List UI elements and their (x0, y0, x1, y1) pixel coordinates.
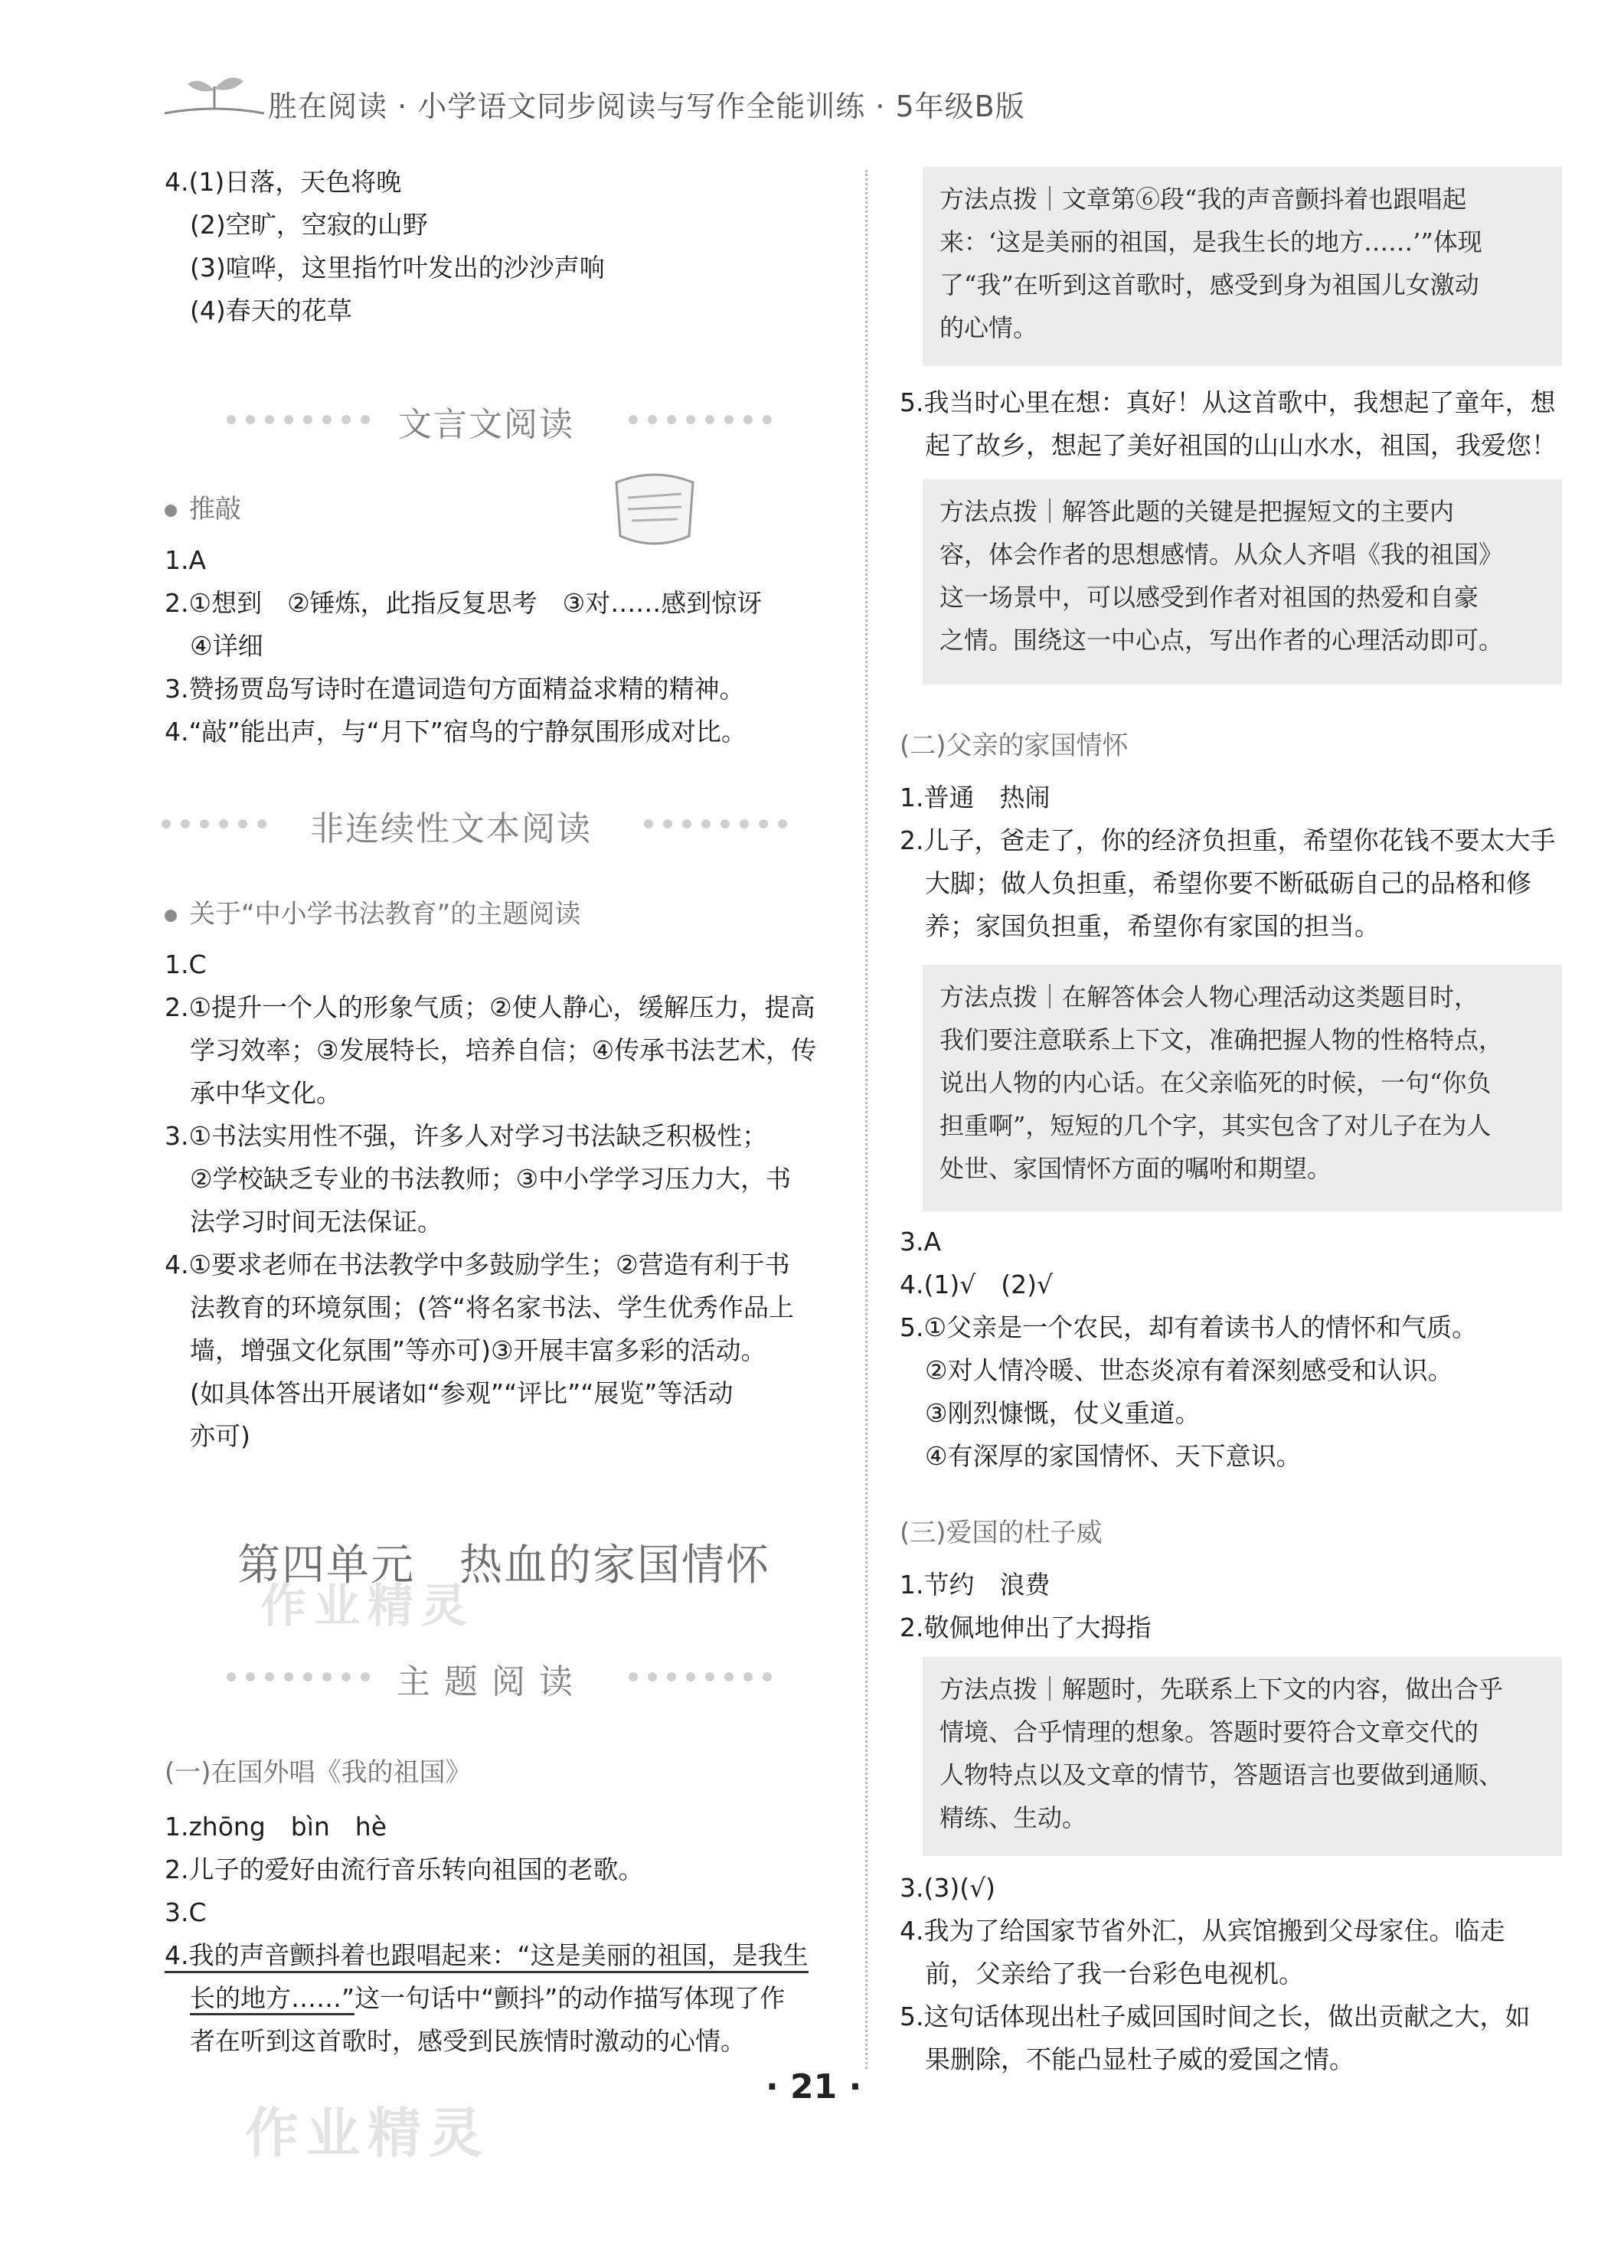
shufa-answer-1: 1.C (165, 949, 207, 979)
shufa-answer-3b: ②学校缺乏专业的书法教师；③中小学学习压力大，书 (190, 1164, 792, 1194)
tip2-line-4: 之情。围绕这一中心点，写出作者的心理活动即可。 (939, 626, 1504, 655)
duziwei-answer-5b: 果删除，不能凸显杜子威的爱国之情。 (925, 2044, 1354, 2074)
tip1-line-4: 的心情。 (939, 313, 1038, 342)
tip4-line-4: 精练、生动。 (939, 1803, 1087, 1832)
section-dots-right-3 (628, 1672, 781, 1682)
tip2-line-1: 方法点拨｜解答此题的关键是把握短文的主要内 (939, 497, 1455, 526)
column-divider (865, 170, 868, 2069)
q4-item-1: 4.(1)日落，天色将晚 (165, 167, 402, 197)
tip4-line-1: 方法点拨｜解题时，先联系上下文的内容，做出合乎 (939, 1675, 1504, 1704)
shufa-answer-4d: (如具体答出开展诸如“参观”“评比”“展览”等活动 (190, 1378, 734, 1408)
zuguo-answer-4a: 4.我的声音颤抖着也跟唱起来：“这是美丽的祖国，是我生 (165, 1940, 809, 1973)
section-dots-left-2 (161, 819, 283, 829)
tip4-line-3: 人物特点以及文章的情节，答题语言也要做到通顺、 (939, 1760, 1504, 1789)
shufa-answer-4b: 法教育的环境氛围；(答“将名家书法、学生优秀作品上 (190, 1292, 794, 1322)
tip-box-4 (923, 1657, 1562, 1856)
section-title-feilianxu: 非连续性文本阅读 (310, 809, 592, 848)
tip3-line-3: 说出人物的内心话。在父亲临死的时候，一句“你负 (939, 1068, 1492, 1097)
watermark-text-bottom: 作业精灵 (245, 2102, 490, 2165)
section-dots-right-2 (643, 819, 796, 829)
tip1-line-2: 来：‘这是美丽的祖国，是我生长的地方……’”体现 (939, 227, 1482, 257)
tip-box-1 (923, 167, 1562, 366)
subsection-fuqin: (二)父亲的家国情怀 (900, 730, 1129, 761)
duziwei-answer-1: 1.节约 浪费 (900, 1570, 1051, 1600)
subsection-shufa-label: 关于“中小学书法教育”的主题阅读 (189, 899, 581, 930)
q5-line-2: 起了故乡，想起了美好祖国的山山水水，祖国，我爱您！ (925, 430, 1557, 460)
duziwei-answer-4a: 4.我为了给国家节省外汇，从宾馆搬到父母家住。临走 (900, 1916, 1505, 1946)
section-title-wenyan: 文言文阅读 (398, 405, 574, 444)
duziwei-answer-3: 3.(3)(√) (900, 1873, 996, 1903)
fuqin-answer-4: 4.(1)√ (2)√ (900, 1270, 1054, 1299)
tip4-line-2: 情境、合乎情理的想象。答题时要符合文章交代的 (939, 1717, 1479, 1747)
fuqin-answer-2c: 养；家国负担重，希望你有家国的担当。 (925, 911, 1380, 941)
q4-item-2: (2)空旷，空寂的山野 (190, 210, 428, 240)
section-title-zhuti: 主 题 阅 读 (397, 1662, 574, 1701)
stamp-logo-icon (605, 467, 704, 551)
subsection-shufa (165, 893, 580, 930)
tip3-line-4: 担重啊”，短短的几个字，其实包含了对儿子在为人 (939, 1111, 1492, 1140)
shufa-answer-2b: 学习效率；③发展特长，培养自信；④传承书法艺术，传 (190, 1035, 817, 1065)
subsection-duziwei: (三)爱国的杜子威 (900, 1518, 1103, 1548)
q4-item-4: (4)春天的花草 (190, 296, 352, 325)
zuguo-answer-3: 3.C (165, 1897, 207, 1927)
tuiqiao-answer-4: 4.“敲”能出声，与“月下”宿鸟的宁静氛围形成对比。 (165, 717, 747, 747)
shufa-answer-2c: 承中华文化。 (190, 1078, 341, 1108)
section-dots-left (226, 414, 379, 425)
tip-box-2 (923, 479, 1562, 685)
tuiqiao-answer-2b: ④详细 (190, 631, 263, 661)
unit-title: 第四单元 热血的家国情怀 (237, 1541, 770, 1590)
shufa-answer-4c: 墙，增强文化氛围”等亦可)③开展丰富多彩的活动。 (190, 1335, 766, 1365)
q5-line-1: 5.我当时心里在想：真好！从这首歌中，我想起了童年，想 (900, 387, 1556, 417)
shufa-answer-3c: 法学习时间无法保证。 (190, 1207, 443, 1237)
tip3-line-5: 处世、家国情怀方面的嘱咐和期望。 (939, 1154, 1332, 1183)
fuqin-answer-3: 3.A (900, 1227, 942, 1257)
fuqin-answer-1: 1.普通 热闹 (900, 783, 1051, 812)
tip1-line-3: 了“我”在听到这首歌时，感受到身为祖国儿女激动 (939, 270, 1479, 299)
shufa-answer-2a: 2.①提升一个人的形象气质；②使人静心，缓解压力，提高 (165, 992, 815, 1022)
zuguo-answer-4b-rest: 这一句话中“颤抖”的动作描写体现了作 (355, 1983, 786, 2013)
tip2-line-3: 这一场景中，可以感受到作者对祖国的热爱和自豪 (939, 583, 1479, 612)
shufa-answer-3a: 3.①书法实用性不强，许多人对学习书法缺乏积极性； (165, 1121, 768, 1151)
fuqin-answer-5b: ②对人情冷暖、世态炎凉有着深刻感受和认识。 (925, 1355, 1453, 1385)
tuiqiao-answer-1: 1.A (165, 545, 207, 575)
duziwei-answer-5a: 5.这句话体现出杜子威回国时间之长，做出贡献之大，如 (900, 2002, 1531, 2031)
duziwei-answer-4b: 前，父亲给了我一台彩色电视机。 (925, 1959, 1304, 1989)
tuiqiao-answer-3: 3.赞扬贾岛写诗时在遣词造句方面精益求精的精神。 (165, 674, 745, 704)
zuguo-answer-1: 1.zhōng bìn hè (165, 1812, 387, 1842)
q4-item-3: (3)喧哗，这里指竹叶发出的沙沙声响 (190, 253, 605, 283)
tip-box-3 (923, 965, 1562, 1211)
subsection-tuiqiao (165, 488, 241, 525)
subsection-tuiqiao-label: 推敲 (189, 494, 241, 525)
page-header-title: 胜在阅读 · 小学语文同步阅读与写作全能训练 · 5年级B版 (268, 90, 1025, 123)
zuguo-answer-2: 2.儿子的爱好由流行音乐转向祖国的老歌。 (165, 1855, 644, 1884)
tip2-line-2: 容，体会作者的思想感情。从众人齐唱《我的祖国》 (939, 540, 1504, 569)
fuqin-answer-2a: 2.儿子，爸走了，你的经济负担重，希望你花钱不要太大手 (900, 825, 1556, 855)
subsection-zuguo: (一)在国外唱《我的祖国》 (165, 1757, 472, 1788)
page-number: · 21 · (766, 2067, 862, 2106)
zuguo-answer-4c: 者在听到这首歌时，感受到民族情时激动的心情。 (190, 2026, 746, 2056)
bullet-icon (165, 505, 177, 517)
fuqin-answer-5c: ③刚烈慷慨，仗义重道。 (925, 1398, 1201, 1428)
sprout-logo-icon (161, 67, 268, 121)
fuqin-answer-5d: ④有深厚的家国情怀、天下意识。 (925, 1441, 1302, 1471)
watermark-text: 作业精灵 (260, 1580, 475, 1633)
zuguo-answer-4b (190, 1983, 785, 2014)
tuiqiao-answer-2: 2.①想到 ②锤炼，此指反复思考 ③对……感到惊讶 (165, 588, 763, 618)
section-dots-left-3 (226, 1672, 379, 1682)
fuqin-answer-5a: 5.①父亲是一个农民，却有着读书人的情怀和气质。 (900, 1312, 1478, 1342)
zuguo-answer-4b-underlined: 长的地方……” (190, 1983, 355, 2015)
fuqin-answer-2b: 大脚；做人负担重，希望你要不断砥砺自己的品格和修 (925, 868, 1531, 898)
tip3-line-1: 方法点拨｜在解答体会人物心理活动这类题目时， (939, 982, 1479, 1011)
shufa-answer-4e: 亦可) (190, 1421, 250, 1451)
section-dots-right (628, 414, 781, 425)
shufa-answer-4a: 4.①要求老师在书法教学中多鼓励学生；②营造有利于书 (165, 1250, 790, 1279)
duziwei-answer-2: 2.敬佩地伸出了大拇指 (900, 1613, 1152, 1642)
tip1-line-1: 方法点拨｜文章第⑥段“我的声音颤抖着也跟唱起 (939, 185, 1467, 214)
bullet-icon (165, 910, 177, 922)
tip3-line-2: 我们要注意联系上下文，准确把握人物的性格特点， (939, 1025, 1504, 1054)
